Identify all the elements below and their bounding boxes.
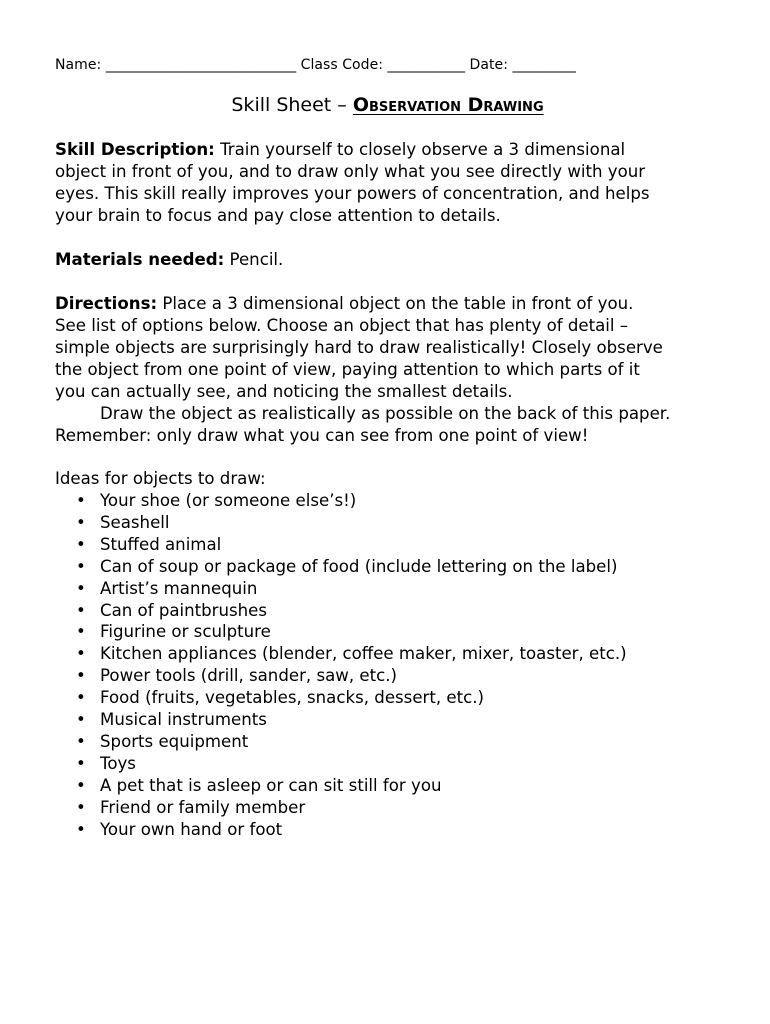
list-item-text: Your shoe (or someone else’s!): [100, 491, 357, 510]
directions-line: See list of options below. Choose an object that has plenty of detail –: [55, 316, 629, 335]
skill-description-section: [55, 139, 725, 227]
ideas-heading: Ideas for objects to draw:: [55, 469, 266, 488]
bullet-icon: •: [76, 688, 86, 708]
bullet-icon: •: [76, 797, 86, 817]
list-item-text: Can of soup or package of food (include lettering on the label): [100, 556, 618, 576]
list-item-text: Musical instruments: [100, 710, 267, 730]
list-item-text: A pet that is asleep or can sit still for you: [100, 775, 442, 795]
materials-section: [55, 249, 725, 271]
list-item: [55, 578, 627, 600]
list-item: [55, 556, 627, 578]
list-item: [55, 490, 627, 512]
skill-description-line: [55, 139, 725, 161]
list-item-text: Toys: [100, 753, 136, 773]
bullet-icon: •: [76, 753, 86, 773]
materials-text: Pencil.: [224, 250, 284, 269]
list-item: [55, 819, 627, 841]
skill-description-text: Train yourself to closely observe a 3 dimensional: [214, 140, 626, 159]
skill-description-line: your brain to focus and pay close attention to details.: [55, 206, 501, 225]
directions-label: Directions:: [55, 294, 158, 313]
bullet-icon: •: [76, 534, 86, 554]
directions-text: Place a 3 dimensional object on the table in front of you.: [157, 294, 634, 313]
ideas-list: [55, 490, 627, 841]
list-item-text: Artist’s mannequin: [100, 578, 258, 598]
bullet-icon: •: [76, 775, 86, 795]
directions-line: the object from one point of view, paying attention to which parts of it: [55, 360, 640, 379]
list-item: [55, 534, 627, 556]
bullet-icon: •: [76, 731, 86, 751]
materials-label: Materials needed:: [55, 250, 225, 269]
bullet-icon: •: [76, 556, 86, 576]
bullet-icon: •: [76, 600, 86, 620]
list-item: [55, 665, 627, 687]
skill-description-label: Skill Description:: [55, 140, 215, 159]
directions-line: Draw the object as realistically as possible on the back of this paper.: [100, 404, 671, 423]
bullet-icon: •: [76, 819, 86, 839]
bullet-icon: •: [76, 512, 86, 532]
directions-line: [55, 293, 725, 315]
bullet-icon: •: [76, 622, 86, 642]
materials-line: [55, 249, 725, 271]
list-item: [55, 709, 627, 731]
skill-description-line: eyes. This skill really improves your powers of concentration, and helps: [55, 184, 650, 203]
list-item: [55, 753, 627, 775]
list-item-text: Power tools (drill, sander, saw, etc.): [100, 666, 397, 686]
list-item-text: Your own hand or foot: [100, 819, 283, 839]
directions-line: Remember: only draw what you can see from one point of view!: [55, 426, 589, 445]
list-item: [55, 687, 627, 709]
title-prefix: Skill Sheet –: [231, 94, 353, 116]
list-item: [55, 512, 627, 534]
list-item-text: Can of paintbrushes: [100, 600, 268, 620]
header-fields: Name: ___________________________ Class Code: ___________ Date: _________: [55, 57, 576, 73]
list-item: [55, 797, 627, 819]
list-item-text: Kitchen appliances (blender, coffee maker, mixer, toaster, etc.): [100, 644, 627, 664]
list-item: [55, 621, 627, 643]
bullet-icon: •: [76, 644, 86, 664]
list-item-text: Sports equipment: [100, 731, 249, 751]
list-item: [55, 643, 627, 665]
list-item-text: Food (fruits, vegetables, snacks, dessert, etc.): [100, 688, 484, 708]
list-item: [55, 731, 627, 753]
skill-description-line: object in front of you, and to draw only what you see directly with your: [55, 162, 646, 181]
title-main: Observation Drawing: [352, 94, 544, 116]
bullet-icon: •: [76, 578, 86, 598]
bullet-icon: •: [76, 491, 86, 510]
bullet-icon: •: [76, 666, 86, 686]
directions-line: simple objects are surprisingly hard to draw realistically! Closely observe: [55, 338, 663, 357]
list-item-text: Figurine or sculpture: [100, 622, 271, 642]
directions-line: you can actually see, and noticing the smallest details.: [55, 382, 513, 401]
list-item: [55, 775, 627, 797]
directions-section: [55, 293, 725, 447]
bullet-icon: •: [76, 710, 86, 730]
list-item: [55, 600, 627, 622]
list-item-text: Stuffed animal: [100, 534, 222, 554]
list-item-text: Seashell: [100, 512, 170, 532]
page-title: [55, 94, 720, 116]
list-item-text: Friend or family member: [100, 797, 306, 817]
